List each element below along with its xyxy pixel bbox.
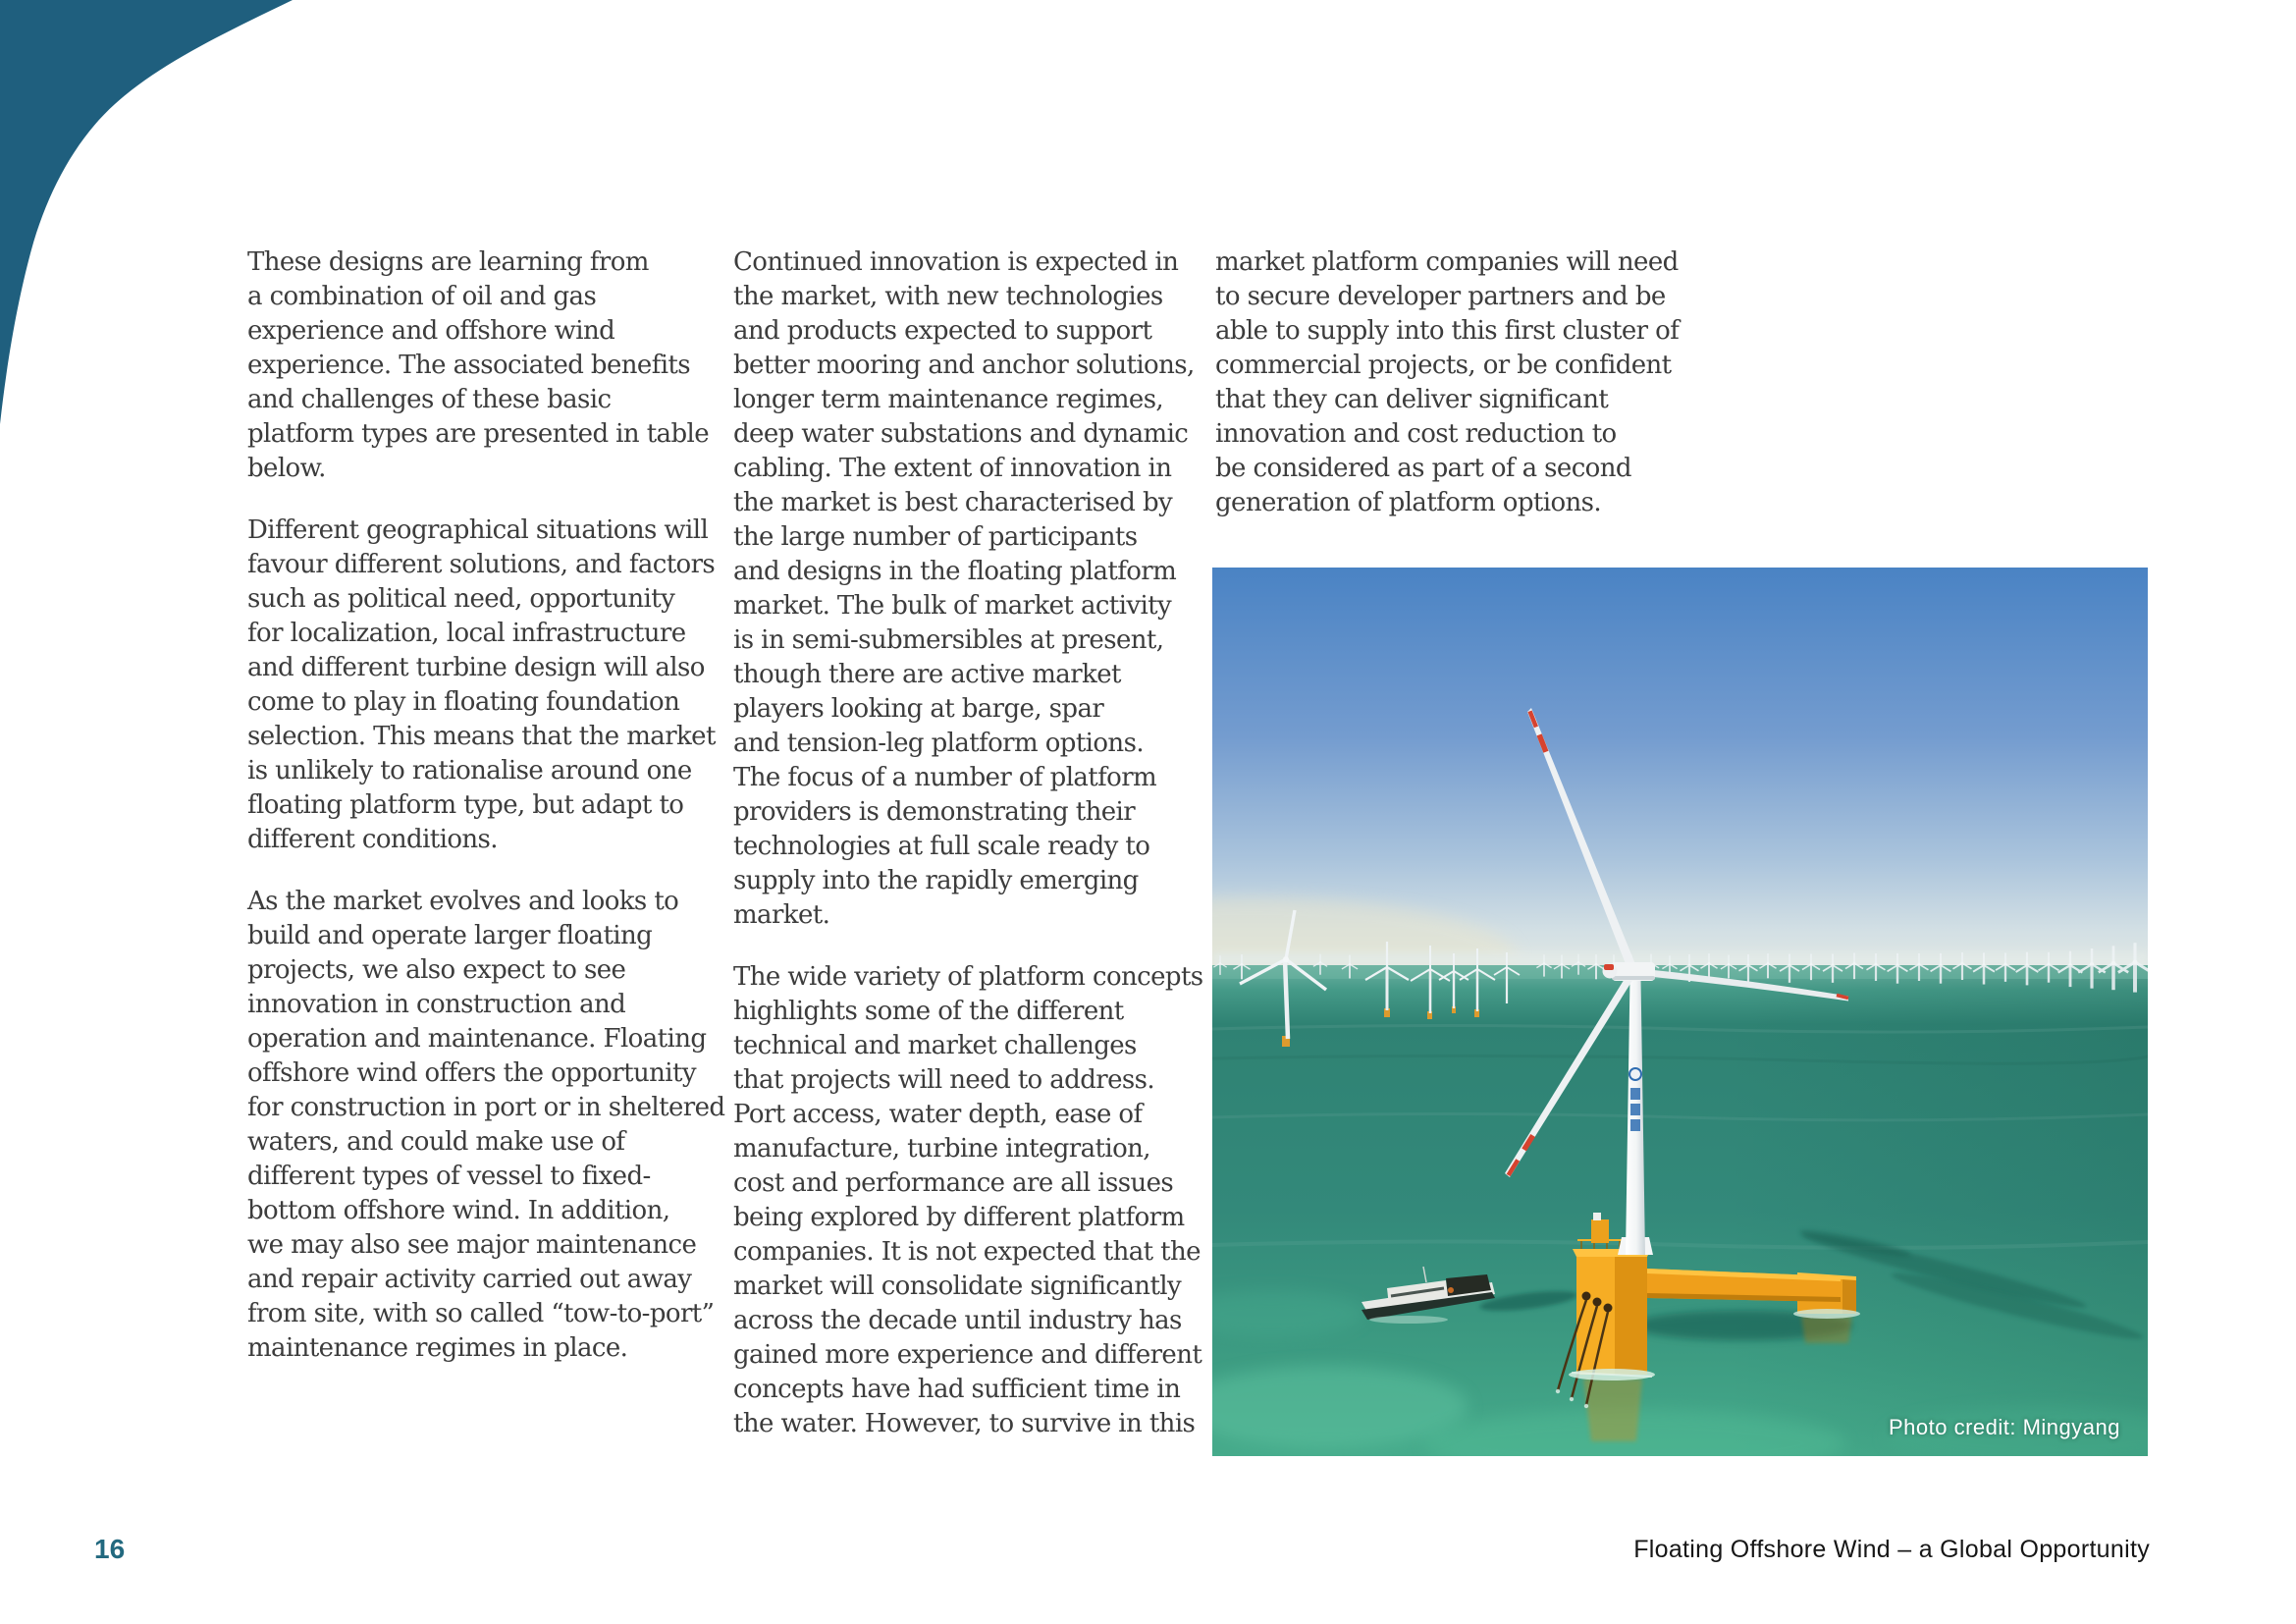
text-line: is unlikely to rationalise around one [247, 756, 692, 785]
text-line: generation of platform options. [1215, 488, 1602, 517]
text-line: manufacture, turbine integration, [733, 1134, 1150, 1164]
text-line: to secure developer partners and be [1215, 282, 1666, 311]
text-line: bottom offshore wind. In addition, [247, 1196, 670, 1225]
page-number: 16 [94, 1534, 126, 1564]
text-line: experience and offshore wind [247, 316, 615, 346]
text-line: providers is demonstrating their [733, 797, 1136, 827]
text-line: market. [733, 900, 830, 930]
text-line: platform types are presented in table [247, 419, 709, 449]
text-line: highlights some of the different [733, 997, 1124, 1026]
text-line: projects, we also expect to see [247, 955, 626, 985]
text-line: technologies at full scale ready to [733, 832, 1150, 861]
paragraph [1215, 245, 1698, 520]
text-line: a combination of oil and gas [247, 282, 597, 311]
text-line: innovation in construction and [247, 990, 626, 1019]
offshore-wind-photo [1212, 568, 2148, 1456]
text-line: we may also see major maintenance [247, 1230, 697, 1260]
text-line: operation and maintenance. Floating [247, 1024, 707, 1054]
text-line: selection. This means that the market [247, 722, 716, 751]
text-line: As the market evolves and looks to [247, 887, 679, 916]
text-line: the market, with new technologies [733, 282, 1163, 311]
text-line: innovation and cost reduction to [1215, 419, 1617, 449]
text-line: from site, with so called “tow-to-port” [247, 1299, 715, 1328]
text-line: market platform companies will need [1215, 247, 1679, 277]
text-line: across the decade until industry has [733, 1306, 1182, 1335]
text-line: technical and market challenges [733, 1031, 1137, 1060]
text-line: though there are active market [733, 660, 1121, 689]
text-line: cost and performance are all issues [733, 1168, 1174, 1198]
text-line: is in semi-submersibles at present, [733, 625, 1164, 655]
text-line: be considered as part of a second [1215, 454, 1631, 483]
text-line: being explored by different platform [733, 1203, 1185, 1232]
text-line: Different geographical situations will [247, 515, 709, 545]
text-line: market will consolidate significantly [733, 1272, 1182, 1301]
text-line: such as political need, opportunity [247, 584, 675, 614]
text-line: gained more experience and different [733, 1340, 1202, 1370]
text-line: and tension-leg platform options. [733, 729, 1144, 758]
text-line: players looking at barge, spar [733, 694, 1104, 724]
text-line: able to supply into this first cluster of [1215, 316, 1680, 346]
paragraph [247, 885, 730, 1366]
text-line: build and operate larger floating [247, 921, 653, 950]
paragraph [733, 245, 1216, 933]
text-column-1 [247, 245, 730, 1393]
text-line: come to play in floating foundation [247, 687, 680, 717]
text-line: the water. However, to survive in this [733, 1409, 1196, 1438]
text-line: experience. The associated benefits [247, 351, 691, 380]
text-line: supply into the rapidly emerging [733, 866, 1139, 895]
text-line: below. [247, 454, 326, 483]
text-line: the large number of participants [733, 522, 1138, 552]
text-line: for localization, local infrastructure [247, 619, 686, 648]
text-line: deep water substations and dynamic [733, 419, 1189, 449]
text-line: waters, and could make use of [247, 1127, 625, 1157]
text-line: concepts have had sufficient time in [733, 1375, 1181, 1404]
text-line: and repair activity carried out away [247, 1265, 692, 1294]
text-line: better mooring and anchor solutions, [733, 351, 1195, 380]
paragraph [733, 960, 1216, 1441]
footer-title: Floating Offshore Wind – a Global Opportunity [1633, 1536, 2150, 1563]
sky [1212, 568, 2148, 1019]
text-line: commercial projects, or be confident [1215, 351, 1672, 380]
text-line: offshore wind offers the opportunity [247, 1058, 696, 1088]
paragraph [247, 245, 730, 486]
text-line: the market is best characterised by [733, 488, 1173, 517]
text-column-3 [1215, 245, 1698, 548]
text-line: companies. It is not expected that the [733, 1237, 1201, 1267]
text-line: different types of vessel to fixed- [247, 1162, 651, 1191]
text-line: These designs are learning from [247, 247, 649, 277]
text-line: The focus of a number of platform [733, 763, 1157, 792]
photo-credit: Photo credit: Mingyang [1888, 1415, 2120, 1439]
text-line: maintenance regimes in place. [247, 1333, 628, 1363]
text-line: favour different solutions, and factors [247, 550, 716, 579]
text-line: longer term maintenance regimes, [733, 385, 1164, 414]
text-line: Continued innovation is expected in [733, 247, 1179, 277]
text-line: Port access, water depth, ease of [733, 1100, 1143, 1129]
text-line: and designs in the floating platform [733, 557, 1177, 586]
text-line: cabling. The extent of innovation in [733, 454, 1172, 483]
text-line: floating platform type, but adapt to [247, 790, 684, 820]
text-line: that projects will need to address. [733, 1065, 1155, 1095]
paragraph [247, 514, 730, 857]
text-line: for construction in port or in sheltered [247, 1093, 725, 1122]
text-line: market. The bulk of market activity [733, 591, 1172, 621]
text-line: The wide variety of platform concepts [733, 962, 1203, 992]
text-line: and products expected to support [733, 316, 1152, 346]
text-line: and different turbine design will also [247, 653, 705, 682]
text-line: that they can deliver significant [1215, 385, 1609, 414]
text-column-2 [733, 245, 1216, 1469]
text-line: different conditions. [247, 825, 498, 854]
sea [1212, 965, 2148, 1456]
text-line: and challenges of these basic [247, 385, 612, 414]
